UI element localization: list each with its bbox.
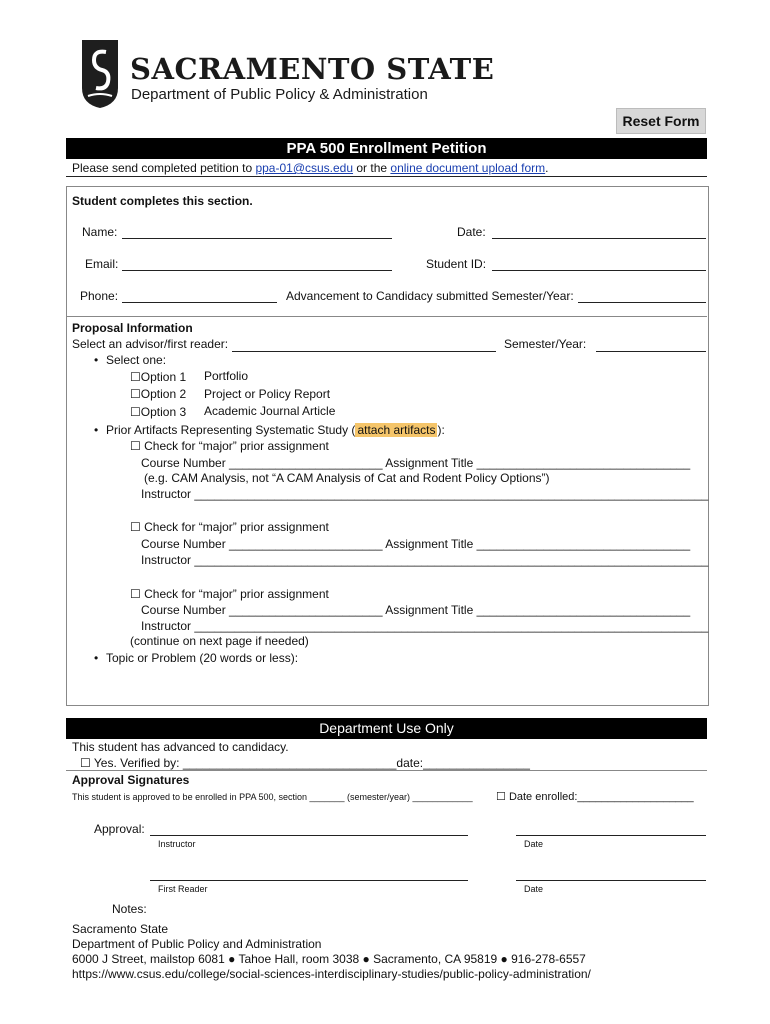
student-id-label: Student ID: [426,257,487,271]
notes-label: Notes: [112,902,147,916]
footer-line-3: 6000 J Street, mailstop 6081 ● Tahoe Hall, room 3038 ● Sacramento, CA 95819 ● 916-278-6557 [72,952,586,966]
advancement-label: Advancement to Candidacy submitted Semester/Year: [286,289,574,303]
reset-form-button[interactable]: Reset Form [616,108,706,134]
dept-name: Department of Public Policy & Administration [131,86,428,103]
assignment-3-course[interactable]: Course Number _______________________ Assignment Title ________________________________ [141,603,691,617]
assignment-3-check[interactable] [130,587,329,601]
option-1-checkbox[interactable]: ☐ [130,370,141,384]
option-1-row[interactable] [130,370,186,384]
option-2-label: Option 2 [140,387,187,401]
date-enrolled-row[interactable] [496,790,694,803]
date-enrolled-checkbox[interactable]: ☐ [496,791,506,803]
advanced-text: This student has advanced to candidacy. [72,740,289,754]
instructions-middle: or the [353,161,391,175]
date-label: Date: [457,225,486,239]
semester-field[interactable] [596,351,706,352]
option-3-checkbox[interactable]: ☐ [130,405,141,419]
email-label: Email: [85,257,119,271]
attach-artifacts-highlight: attach artifacts [357,423,436,437]
assignment-3-instructor[interactable]: Instructor _____________________________________________________________________________ [141,619,709,633]
phone-field[interactable] [122,302,277,303]
date-enrolled-text: Date enrolled:___________________ [508,791,694,803]
topic-label: • Topic or Problem (20 words or less): [106,651,298,665]
divider [66,770,707,771]
upload-form-link[interactable]: online document upload form [390,161,546,175]
email-field[interactable] [122,270,392,271]
assignment-2-check[interactable] [130,520,329,534]
option-1-desc: Portfolio [204,369,249,383]
hornet-logo-icon [80,38,120,110]
check-major-label: Check for “major” prior assignment [144,439,329,453]
option-1-label: Option 1 [140,370,187,384]
first-reader-date-label: Date [524,884,544,894]
prior-prefix: Prior Artifacts Representing Systematic Study ( [106,423,356,437]
instructor-date-field[interactable] [516,835,706,836]
option-3-row[interactable] [130,405,186,419]
continue-note: (continue on next page if needed) [130,634,309,648]
option-3-desc: Academic Journal Article [204,404,336,418]
divider [66,176,707,177]
first-reader-signature-field[interactable] [150,880,468,881]
phone-label: Phone: [80,289,119,303]
org-name: SACRAMENTO STATE [130,52,495,86]
option-3-label: Option 3 [140,405,187,419]
dept-use-only-bar: Department Use Only [66,718,707,739]
yes-verified-row[interactable] [80,756,530,770]
instructions-suffix: . [545,161,549,175]
instructions [72,161,549,175]
footer-line-4[interactable]: https://www.csus.edu/college/social-sciences-interdisciplinary-studies/public-policy-administration/ [72,967,591,981]
approval-label: Approval: [94,822,145,836]
section-divider [66,316,707,317]
checkbox[interactable]: ☐ [130,439,141,453]
footer-line-2: Department of Public Policy and Administration [72,937,322,951]
approval-heading: Approval Signatures [72,773,190,787]
first-reader-label: First Reader [158,884,208,894]
name-field[interactable] [122,238,392,239]
instructions-prefix: Please send completed petition to [72,161,256,175]
first-reader-date-field[interactable] [516,880,706,881]
assignment-1-check[interactable] [130,439,329,453]
approved-text[interactable]: This student is approved to be enrolled in PPA 500, section _______ (semester/year) ____________ [72,792,473,802]
advisor-label: Select an advisor/first reader: [72,337,229,351]
yes-checkbox[interactable]: ☐ [80,756,91,770]
instructor-signature-field[interactable] [150,835,468,836]
topic-field[interactable] [72,668,702,700]
checkbox[interactable]: ☐ [130,587,141,601]
select-one-label: • Select one: [106,353,166,367]
page-title: PPA 500 Enrollment Petition [66,138,707,159]
option-2-row[interactable] [130,387,186,401]
option-2-desc: Project or Policy Report [204,387,331,401]
sac-state-logo [80,38,120,110]
prior-suffix: ): [437,423,445,437]
semester-label: Semester/Year: [504,337,587,351]
advisor-field[interactable] [232,351,496,352]
advancement-field[interactable] [578,302,706,303]
name-label: Name: [82,225,118,239]
footer-line-1: Sacramento State [72,922,169,936]
assignment-example: (e.g. CAM Analysis, not “A CAM Analysis of Cat and Rodent Policy Options”) [144,471,550,485]
instructor-date-label: Date [524,839,544,849]
prior-artifacts-label [106,423,445,437]
email-link[interactable]: ppa-01@csus.edu [255,161,354,175]
assignment-1-instructor[interactable]: Instructor _____________________________________________________________________________ [141,487,709,501]
checkbox[interactable]: ☐ [130,520,141,534]
yes-verified-text: Yes. Verified by: ________________________________date:________________ [93,756,530,770]
date-field[interactable] [492,238,706,239]
student-section-heading: Student completes this section. [72,194,253,208]
proposal-heading: Proposal Information [72,321,193,335]
option-2-checkbox[interactable]: ☐ [130,387,141,401]
instructor-label: Instructor [158,839,196,849]
student-id-field[interactable] [492,270,706,271]
check-major-label: Check for “major” prior assignment [144,587,329,601]
assignment-1-course[interactable]: Course Number _______________________ Assignment Title ________________________________ [141,456,691,470]
check-major-label: Check for “major” prior assignment [144,520,329,534]
assignment-2-instructor[interactable]: Instructor _____________________________________________________________________________ [141,553,709,567]
assignment-2-course[interactable]: Course Number _______________________ Assignment Title ________________________________ [141,537,691,551]
